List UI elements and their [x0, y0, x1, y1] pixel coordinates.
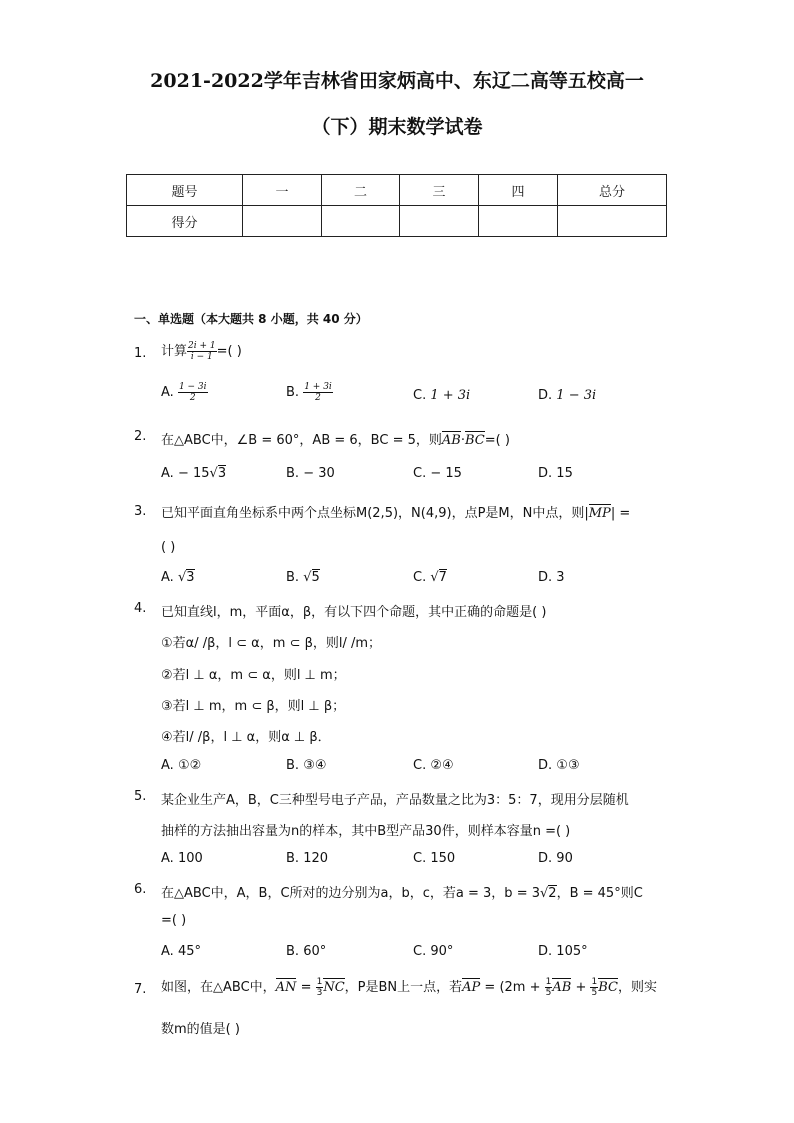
- option-text: 90°: [430, 944, 454, 959]
- question-text: 某企业生产A，B，C三种型号电子产品，产品数量之比为3：5：7，现用分层随机: [161, 793, 629, 808]
- table-row: [127, 175, 667, 206]
- question-text: [161, 882, 643, 901]
- option-a[interactable]: [161, 466, 226, 481]
- option-label: D.: [538, 944, 553, 959]
- fraction-denominator: i − 1: [190, 352, 213, 362]
- question-text: 已知直线l，m，平面α，β，有以下四个命题，其中正确的命题是( ): [161, 605, 547, 620]
- section-heading: 一、单选题（本大题共 8 小题，共 40 分）: [134, 312, 368, 326]
- fraction-numerator: 1 − 3i: [178, 382, 207, 392]
- score-table: [126, 174, 667, 237]
- option-label: A.: [161, 466, 174, 481]
- fraction-numerator: 1: [591, 977, 598, 987]
- vector: AN: [275, 980, 297, 995]
- option-b[interactable]: [286, 382, 333, 403]
- option-label: D.: [538, 851, 553, 866]
- option-a[interactable]: [161, 758, 201, 773]
- option-d[interactable]: [538, 851, 573, 866]
- option-text: 120: [303, 851, 329, 866]
- option-label: B.: [286, 385, 300, 400]
- fraction-denominator: 2: [189, 393, 196, 403]
- option-label: C.: [413, 570, 427, 585]
- plus-sign: +: [571, 980, 591, 995]
- question-tail: ，B = 45°则C: [556, 886, 643, 901]
- question-tail: ，则实: [617, 980, 657, 995]
- option-text: 45°: [177, 944, 201, 959]
- option-label: B.: [286, 851, 300, 866]
- option-label: D.: [538, 466, 553, 481]
- option-text: 15: [556, 466, 573, 481]
- option-text: 100: [177, 851, 203, 866]
- sqrt-radicand: 7: [438, 570, 447, 585]
- option-a[interactable]: [161, 382, 208, 403]
- question-text-line2: =( ): [161, 913, 187, 928]
- fraction-denominator: 5: [591, 988, 598, 998]
- option-c[interactable]: [413, 388, 470, 403]
- question-number: 5.: [134, 789, 147, 804]
- option-text: 150: [430, 851, 456, 866]
- option-label: C.: [413, 758, 427, 773]
- vector: MP: [588, 506, 611, 521]
- option-text: ①③: [556, 758, 580, 773]
- option-b[interactable]: [286, 758, 327, 773]
- question-number: 1.: [134, 346, 147, 361]
- table-header: 三: [400, 175, 479, 206]
- question-text: [161, 429, 510, 448]
- fraction: [178, 382, 208, 403]
- option-a[interactable]: [161, 570, 195, 585]
- question-number: 4.: [134, 601, 147, 616]
- sqrt-radicand: 3: [186, 570, 195, 585]
- table-row-label: 得分: [127, 206, 243, 237]
- question-tail: =( ): [216, 344, 242, 359]
- question-tail: =( ): [484, 433, 510, 448]
- fraction-numerator: 1: [316, 977, 323, 987]
- option-label: C.: [413, 851, 427, 866]
- option-b[interactable]: [286, 944, 326, 959]
- fraction-numerator: 2i + 1: [188, 341, 216, 351]
- expression: = (2m +: [480, 980, 545, 995]
- option-d[interactable]: [538, 388, 596, 403]
- sqrt-radicand: 3: [217, 466, 227, 481]
- option-b[interactable]: [286, 570, 320, 585]
- score-cell: [243, 206, 322, 237]
- option-text: 60°: [303, 944, 327, 959]
- option-c[interactable]: [413, 466, 462, 481]
- sqrt-sign: √: [540, 886, 549, 901]
- option-d[interactable]: [538, 758, 580, 773]
- option-label: D.: [538, 388, 553, 403]
- question-number: 6.: [134, 882, 147, 897]
- question-text-line2: ( ): [161, 540, 176, 555]
- option-label: A.: [161, 570, 174, 585]
- statement-item: ③若l ⊥ m，m ⊂ β，则l ⊥ β；: [161, 699, 346, 714]
- table-row: [127, 206, 667, 237]
- question-text: [161, 976, 657, 998]
- score-cell: [322, 206, 400, 237]
- option-label: C.: [413, 466, 427, 481]
- option-text: 3: [556, 570, 565, 585]
- option-c[interactable]: [413, 570, 447, 585]
- option-label: B.: [286, 466, 300, 481]
- fraction-numerator: 1: [545, 977, 552, 987]
- vector: BC: [464, 433, 485, 448]
- question-stem: 如图，在△ABC中，: [161, 980, 276, 995]
- option-label: B.: [286, 570, 300, 585]
- equals-sign: =: [296, 980, 316, 995]
- table-header: 四: [479, 175, 558, 206]
- sqrt-radicand: 5: [311, 570, 320, 585]
- option-text: 105°: [556, 944, 588, 959]
- option-d[interactable]: [538, 466, 573, 481]
- option-label: B.: [286, 758, 300, 773]
- page-title: 2021-2022学年吉林省田家炳高中、东辽二高等五校高一: [150, 70, 644, 92]
- question-stem: 在△ABC中，∠B = 60°，AB = 6，BC = 5，则: [161, 433, 442, 448]
- option-label: A.: [161, 851, 174, 866]
- vector: BC: [598, 980, 618, 995]
- question-number: 2.: [134, 429, 147, 444]
- option-label: C.: [413, 944, 427, 959]
- question-stem: 计算: [161, 344, 188, 359]
- fraction: [303, 382, 333, 403]
- dot-operator: ·: [460, 433, 465, 448]
- sqrt-sign: √: [303, 570, 312, 585]
- option-label: A.: [161, 385, 174, 400]
- vector: AB: [552, 980, 572, 995]
- question-number: 3.: [134, 504, 147, 519]
- question-text-line2: 数m的值是( ): [161, 1022, 240, 1037]
- table-header: 题号: [127, 175, 243, 206]
- fraction-numerator: 1 + 3i: [304, 382, 332, 392]
- option-text: − 30: [303, 466, 335, 481]
- vector: AP: [462, 980, 481, 995]
- question-text: [161, 340, 242, 362]
- fraction-denominator: 5: [545, 988, 552, 998]
- option-c[interactable]: [413, 944, 453, 959]
- score-cell: [479, 206, 558, 237]
- table-header: 总分: [558, 175, 667, 206]
- question-number: 7.: [134, 982, 147, 997]
- option-c[interactable]: [413, 758, 454, 773]
- option-b[interactable]: [286, 466, 335, 481]
- option-text: ②④: [430, 758, 454, 773]
- option-d[interactable]: [538, 570, 565, 585]
- statement-item: ②若l ⊥ α，m ⊂ α，则l ⊥ m；: [161, 668, 346, 683]
- sqrt-radicand: 2: [548, 886, 557, 901]
- question-text: [161, 502, 630, 521]
- fraction-denominator: 3: [316, 988, 323, 998]
- option-d[interactable]: [538, 944, 588, 959]
- page-subtitle: （下）期末数学试卷: [311, 116, 483, 138]
- option-label: A.: [161, 944, 174, 959]
- statement-item: ④若l/ /β，l ⊥ α，则α ⊥ β．: [161, 730, 331, 745]
- option-text: 1 + 3i: [430, 388, 471, 403]
- question-stem: 已知平面直角坐标系中两个点坐标M(2,5)，N(4,9)，点P是M，N中点，则|: [161, 506, 589, 521]
- option-label: D.: [538, 570, 553, 585]
- question-tail: | =: [610, 506, 631, 521]
- option-text: − 15: [430, 466, 462, 481]
- option-b[interactable]: [286, 851, 328, 866]
- option-label: C.: [413, 388, 427, 403]
- option-text: ①②: [177, 758, 202, 773]
- score-cell: [558, 206, 667, 237]
- statement-item: ①若α/ /β，l ⊂ α，m ⊂ β，则l/ /m；: [161, 636, 382, 651]
- option-c[interactable]: [413, 851, 455, 866]
- option-text: 1 − 3i: [556, 388, 597, 403]
- option-text: 90: [556, 851, 573, 866]
- sqrt-sign: √: [177, 570, 187, 585]
- fraction-denominator: 2: [315, 393, 321, 403]
- option-text: ③④: [303, 758, 327, 773]
- question-mid: ，P是BN上一点，若: [344, 980, 463, 995]
- table-header: 一: [243, 175, 322, 206]
- option-label: B.: [286, 944, 300, 959]
- option-label: D.: [538, 758, 553, 773]
- option-a[interactable]: [161, 851, 203, 866]
- vector: AB: [441, 433, 461, 448]
- sqrt-sign: √: [209, 466, 218, 481]
- option-a[interactable]: [161, 944, 201, 959]
- score-cell: [400, 206, 479, 237]
- question-stem: 在△ABC中，A，B，C所对的边分别为a，b，c，若a = 3，b = 3: [161, 886, 540, 901]
- table-header: 二: [322, 175, 400, 206]
- fraction: [187, 341, 217, 362]
- option-label: A.: [161, 758, 174, 773]
- question-text-line2: 抽样的方法抽出容量为n的样本，其中B型产品30件，则样本容量n =( ): [161, 824, 571, 839]
- option-text: − 15: [177, 466, 210, 481]
- sqrt-sign: √: [430, 570, 439, 585]
- vector: NC: [323, 980, 345, 995]
